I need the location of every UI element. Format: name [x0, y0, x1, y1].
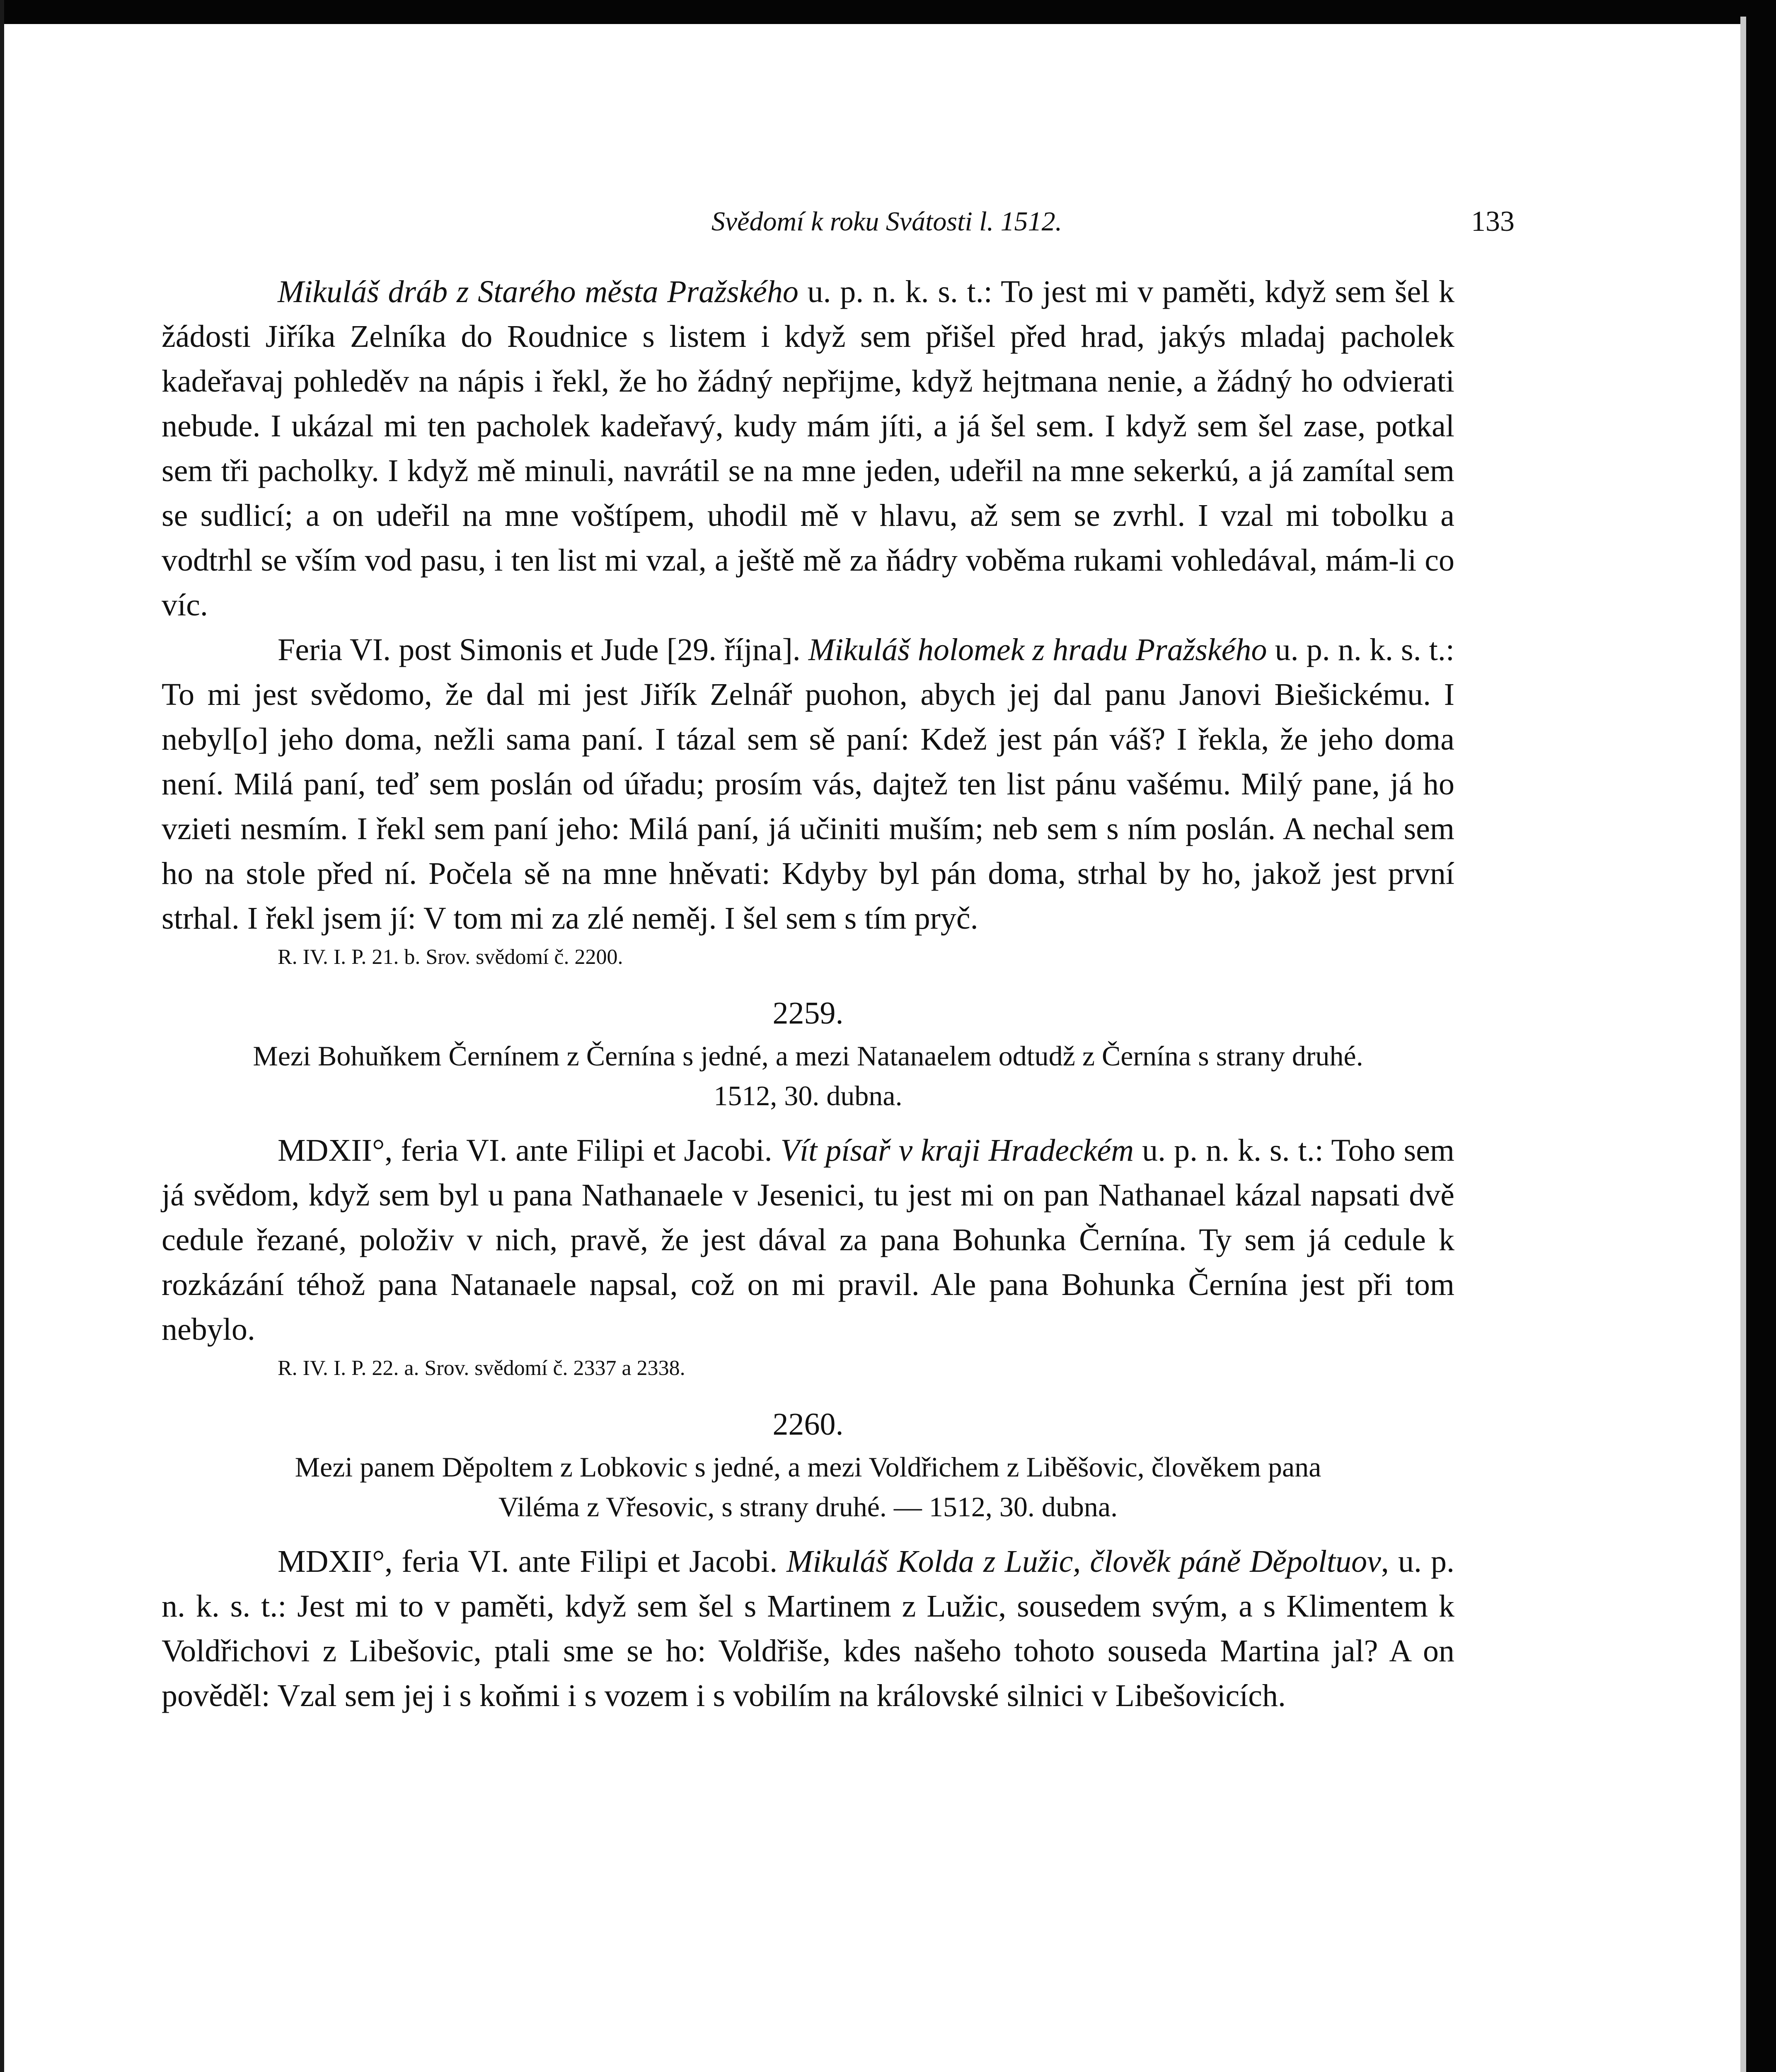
running-header	[265, 199, 1515, 244]
entry-2260-paragraph	[162, 1539, 1454, 1718]
page-number: 133	[1471, 206, 1515, 237]
entry-summary	[178, 1447, 1438, 1527]
witness-name: Mikuláš dráb z Starého města Pražského	[278, 274, 798, 309]
summary-line: 1512, 30. dubna.	[714, 1080, 903, 1111]
scan-border-left	[0, 0, 4, 2072]
page-edge-shadow	[1740, 17, 1746, 2072]
entry-2258-paragraph-2	[162, 627, 1454, 941]
testimony-date: MDXII°, feria VI. ante Filipi et Jacobi.	[278, 1544, 787, 1579]
entry-2259-paragraph	[162, 1128, 1454, 1352]
entry-number-2259: 2259.	[772, 996, 844, 1031]
summary-line: Mezi panem Děpoltem z Lobkovic s jedné, a mezi Voldřichem z Liběšovic, člověkem pana	[295, 1451, 1321, 1483]
witness-name: Mikuláš holomek z hradu Pražského	[808, 632, 1267, 667]
witness-name: Mikuláš Kolda z Lužic, člověk páně Děpoltuov	[786, 1544, 1381, 1579]
source-reference: R. IV. I. P. 22. a. Srov. svědomí č. 2337 a 2338.	[278, 1356, 685, 1380]
running-title: Svědomí k roku Svátosti l. 1512.	[711, 206, 1062, 237]
testimony-text: , u. p. n. k. s. t.: Jest mi to v paměti, když sem šel s Martinem z Lužic, sousedem svým, a s Klimentem k Voldřichovi z Libešovic, ptali sme se ho: Voldřiše, kdes našeho tohoto souseda Martina jal? A on pověděl: Vzal sem jej i s koňmi i s vozem i s vobilím na královské silnici v Libešovicích.	[162, 1544, 1455, 1713]
summary-line: Mezi Bohuňkem Černínem z Černína s jedné, a mezi Natanaelem odtudž z Černína s strany druhé.	[253, 1040, 1363, 1072]
page-body	[162, 269, 1454, 1718]
testimony-date: MDXII°, feria VI. ante Filipi et Jacobi.	[278, 1133, 781, 1168]
testimony-text: u. p. n. k. s. t.: To mi jest svědomo, že dal mi jest Jiřík Zelnář puohon, abych jej dal panu Janovi Biešickému. I nebyl[o] jeho doma, nežli sama paní. I tázal sem sě paní: Kdež jest pán váš? I řekla, že jeho doma není. Milá paní, teď sem poslán od úřadu; prosím vás, dajtež ten list pánu vašému. Milý pane, já ho vzieti nesmím. I řekl sem paní jeho: Milá paní, já učiniti muším; neb sem s ním poslán. A nechal sem ho na stole před ní. Počela sě na mne hněvati: Kdyby byl pán doma, strhal by ho, jakož jest první strhal. I řekl jsem jí: V tom mi za zlé neměj. I šel sem s tím pryč.	[162, 632, 1454, 936]
entry-number-2260: 2260.	[772, 1407, 844, 1442]
witness-name: Vít písař v kraji Hradeckém	[780, 1133, 1134, 1168]
testimony-text: u. p. n. k. s. t.: To jest mi v paměti, když sem šel k žádosti Jiříka Zelníka do Roudnice s listem i když sem přišel před hrad, jakýs mladaj pacholek kadeřavaj pohleděv na nápis i řekl, že ho žádný nepřijme, když hejtmana nenie, a žádný ho odvierati nebude. I ukázal mi ten pacholek kadeřavý, kudy mám jíti, a já šel sem. I když sem šel zase, potkal sem tři pacholky. I když mě minuli, navrátil se na mne jeden, udeřil na mne sekerkú, a já zamítal sem se sudlicí; a on udeřil na mne voštípem, uhodil mě v hlavu, až sem se zvrhl. I vzal mi tobolku a vodtrhl se vším vod pasu, i ten list mi vzal, a ještě mě za ňádry voběma rukami vohledával, mám-li co víc.	[162, 274, 1454, 622]
testimony-text: u. p. n. k. s. t.: Toho sem já svědom, když sem byl u pana Nathanaele v Jesenici, tu jest mi on pan Nathanael kázal napsati dvě cedule řezané, položiv v nich, pravě, že jest dával za pana Bohunka Černína. Ty sem já cedule k rozkázání téhož pana Natanaele napsal, což on mi pravil. Ale pana Bohunka Černína jest při tom nebylo.	[162, 1133, 1455, 1347]
source-reference: R. IV. I. P. 21. b. Srov. svědomí č. 2200.	[278, 945, 623, 969]
testimony-date: Feria VI. post Simonis et Jude [29. října].	[278, 632, 808, 667]
scan-border-top	[0, 0, 1776, 24]
entry-summary	[178, 1036, 1438, 1116]
scan-border-right	[1744, 0, 1776, 2072]
entry-2258-paragraph-1	[162, 269, 1454, 627]
summary-line: Viléma z Vřesovic, s strany druhé. — 1512, 30. dubna.	[498, 1491, 1118, 1523]
